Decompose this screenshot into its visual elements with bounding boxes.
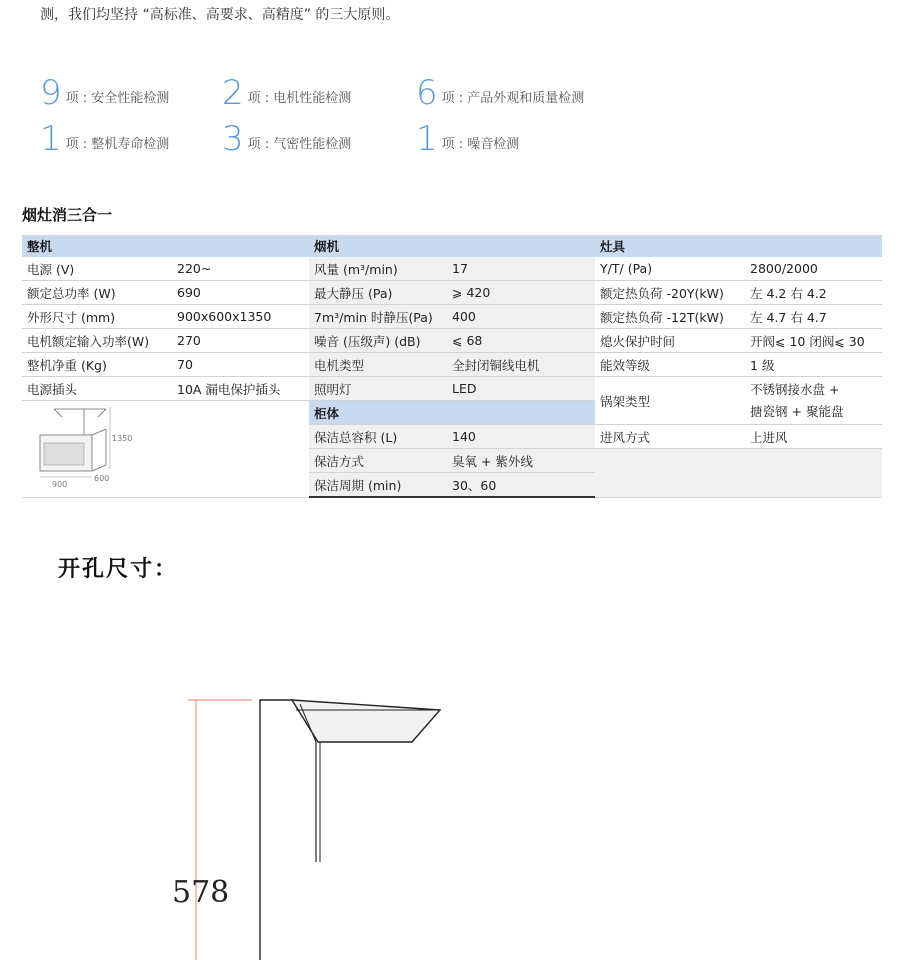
test-count: 1 xyxy=(416,119,438,159)
cell-value: 左 4.7 右 4.7 xyxy=(745,305,882,329)
cell-value: 70 xyxy=(172,353,309,377)
test-item-lifetime xyxy=(40,119,170,159)
cell-value: 臭氧 + 紫外线 xyxy=(447,449,595,473)
cell-value xyxy=(745,377,882,425)
test-count: 3 xyxy=(222,119,244,159)
cell-value: 17 xyxy=(447,257,595,281)
test-count: 2 xyxy=(222,73,244,113)
cell-value: 上进风 xyxy=(745,425,882,449)
product-thumbnail xyxy=(32,403,142,491)
cell-label: 电源 (V) xyxy=(22,257,172,281)
thumb-depth: 600 xyxy=(94,474,110,483)
cell-label: 整机净重 (Kg) xyxy=(22,353,172,377)
cell-label: 照明灯 xyxy=(309,377,447,401)
cell-value: 1 级 xyxy=(745,353,882,377)
cell-value: 全封闭铜线电机 xyxy=(447,353,595,377)
empty-cell xyxy=(595,449,882,498)
cell-value: 690 xyxy=(172,281,309,305)
cell-value: 900x600x1350 xyxy=(172,305,309,329)
product-thumbnail-cell xyxy=(22,401,309,498)
cell-label: 7m³/min 时静压(Pa) xyxy=(309,305,447,329)
cabinet-outline xyxy=(260,700,292,960)
cell-value: 220~ xyxy=(172,257,309,281)
test-item-safety xyxy=(40,73,170,113)
cell-label: 最大静压 (Pa) xyxy=(309,281,447,305)
test-item-noise xyxy=(416,119,520,159)
cell-value: 30、60 xyxy=(447,473,595,498)
cell-label: 保洁方式 xyxy=(309,449,447,473)
header-stove: 灶具 xyxy=(595,235,882,257)
thumb-height: 1350 xyxy=(112,434,133,443)
table-row xyxy=(22,353,882,377)
header-unit: 整机 xyxy=(22,235,309,257)
spec-table xyxy=(22,235,882,498)
cell-value: 2800/2000 xyxy=(745,257,882,281)
test-label: 项 : 安全性能检测 xyxy=(65,91,170,106)
table-row xyxy=(22,281,882,305)
pot-value-line: 不锈钢接水盘 + xyxy=(750,381,840,397)
cell-value: 140 xyxy=(447,425,595,449)
table-row xyxy=(22,305,882,329)
cell-value: 400 xyxy=(447,305,595,329)
test-label: 项 : 整机寿命检测 xyxy=(65,137,170,152)
cell-label: 能效等级 xyxy=(595,353,745,377)
cell-label: 电机额定输入功率(W) xyxy=(22,329,172,353)
header-cabinet: 柜体 xyxy=(309,401,595,425)
cell-label: Y/T/ (Pa) xyxy=(595,257,745,281)
test-count: 1 xyxy=(40,119,62,159)
test-label: 项 : 产品外观和质量检测 xyxy=(441,91,585,106)
table-row xyxy=(22,329,882,353)
test-item-motor xyxy=(222,73,352,113)
table-row xyxy=(22,377,882,401)
test-item-appearance xyxy=(416,73,585,113)
test-count: 6 xyxy=(416,73,438,113)
cell-label: 锅架类型 xyxy=(595,377,745,425)
cell-label: 额定热负荷 -12T(kW) xyxy=(595,305,745,329)
cell-label: 熄火保护时间 xyxy=(595,329,745,353)
table-row xyxy=(22,257,882,281)
cell-label: 电机类型 xyxy=(309,353,447,377)
cell-label: 风量 (m³/min) xyxy=(309,257,447,281)
cell-label: 噪音 (压级声) (dB) xyxy=(309,329,447,353)
cell-value: 左 4.2 右 4.2 xyxy=(745,281,882,305)
cell-label: 额定热负荷 -20Y(kW) xyxy=(595,281,745,305)
cell-value: LED xyxy=(447,377,595,401)
cutout-drawing xyxy=(0,680,900,960)
cell-label: 外形尺寸 (mm) xyxy=(22,305,172,329)
cell-value: 开阀⩽ 10 闭阀⩽ 30 xyxy=(745,329,882,353)
test-label: 项 : 气密性能检测 xyxy=(247,137,352,152)
dimension-label: 578 xyxy=(172,875,230,910)
thumb-width: 900 xyxy=(52,480,68,489)
header-hood: 烟机 xyxy=(309,235,595,257)
spec-title: 烟灶消三合一 xyxy=(22,206,113,224)
cell-label: 保洁总容积 (L) xyxy=(309,425,447,449)
cell-label: 电源插头 xyxy=(22,377,172,401)
cell-value: ⩽ 68 xyxy=(447,329,595,353)
test-label: 项 : 噪音检测 xyxy=(441,137,520,152)
cutout-title: 开孔尺寸： xyxy=(58,557,179,582)
test-label: 项 : 电机性能检测 xyxy=(247,91,352,106)
hood-canopy xyxy=(292,700,440,742)
cell-label: 保洁周期 (min) xyxy=(309,473,447,498)
cell-value: ⩾ 420 xyxy=(447,281,595,305)
pot-value-line: 搪瓷钢 + 聚能盘 xyxy=(750,403,844,419)
test-count: 9 xyxy=(40,73,62,113)
cell-value: 270 xyxy=(172,329,309,353)
spec-header-row xyxy=(22,235,882,257)
cell-label: 额定总功率 (W) xyxy=(22,281,172,305)
intro-text: 测，我们均坚持 “高标准、高要求、高精度” 的三大原则。 xyxy=(40,7,400,23)
cell-label: 进风方式 xyxy=(595,425,745,449)
test-item-airtight xyxy=(222,119,352,159)
cell-value: 10A 漏电保护插头 xyxy=(172,377,309,401)
